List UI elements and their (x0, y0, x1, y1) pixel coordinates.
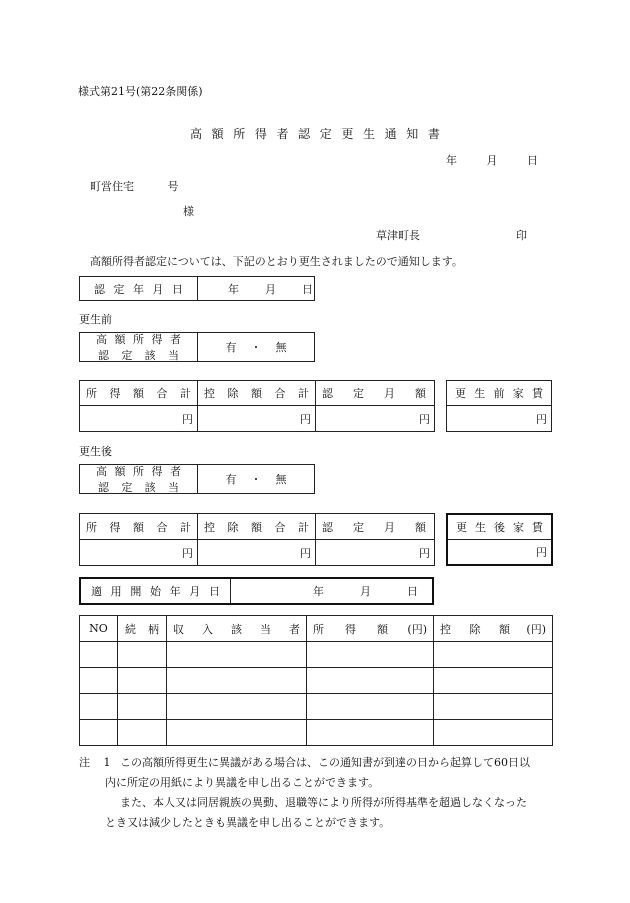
label-char: 更 (455, 387, 466, 400)
label-char: 所 (133, 465, 144, 478)
after-col-monthly-text (316, 519, 434, 535)
income-header-deduction (434, 616, 553, 642)
label-char: 者 (289, 622, 300, 636)
label-char: 額 (114, 465, 126, 478)
before-yes: 有 (225, 341, 237, 354)
start-month: 月 (360, 585, 371, 598)
notes-prefix (79, 754, 111, 770)
label-char: 該 (144, 481, 156, 494)
label-char: 家 (513, 521, 524, 534)
income-header-no-text: NO (89, 622, 108, 635)
after-col-deduction (198, 514, 316, 540)
table-cell[interactable] (307, 668, 434, 694)
after-dot: ・ (250, 473, 262, 486)
label-char: 更 (456, 521, 467, 534)
notes-line4: とき又は減少したときも異議を申し出ることができます。 (105, 816, 391, 829)
before-high-income-label (80, 333, 198, 361)
title-char: 得 (254, 127, 267, 141)
label-char: 得 (109, 387, 121, 400)
after-rent-label-text (448, 515, 551, 539)
title-char: 更 (341, 127, 354, 141)
after-rent-box (446, 513, 553, 566)
table-cell[interactable] (118, 642, 167, 668)
title-char: 額 (211, 127, 224, 141)
income-header-relation-text (118, 621, 166, 637)
income-header-person-text (167, 621, 306, 637)
table-cell[interactable] (307, 694, 434, 720)
income-header-deduction-text (434, 621, 552, 637)
before-monthly-value: 円 (316, 406, 435, 432)
before-label-line2 (96, 347, 181, 363)
income-header-income-label (313, 621, 388, 637)
after-heading: 更生後 (79, 445, 112, 458)
title-char: 定 (319, 127, 332, 141)
before-dot: ・ (250, 341, 262, 354)
label-char: 合 (156, 387, 168, 400)
after-col-deduction-text (198, 519, 315, 535)
label-char: 額 (133, 520, 144, 534)
label-char: 認 (322, 387, 333, 400)
after-rent-value: 円 (536, 546, 547, 559)
label-char: 年 (133, 282, 144, 296)
before-col-monthly (316, 381, 435, 406)
notes-number: 1 (103, 756, 111, 769)
document-title (190, 125, 440, 142)
cert-day: 日 (302, 282, 313, 296)
label-char: 月 (384, 520, 395, 534)
before-heading: 更生前 (79, 313, 112, 326)
label-char: 年 (169, 585, 181, 598)
label-char: 入 (202, 622, 213, 636)
label-char: 者 (170, 465, 181, 478)
after-no: 無 (275, 473, 287, 486)
after-yes-no (198, 465, 314, 493)
income-header-person (167, 616, 307, 642)
label-char: 得 (109, 520, 121, 534)
label-char: 定 (121, 481, 133, 494)
label-char: 認 (98, 481, 109, 494)
label-char: 所 (313, 622, 324, 636)
label-char: 計 (180, 520, 191, 534)
label-char: 除 (227, 520, 239, 534)
label-char: 賃 (532, 521, 543, 534)
label-char: 除 (469, 622, 481, 636)
title-char: 生 (363, 127, 376, 141)
intro-text: 高額所得者認定については、下記のとおり更生されましたので通知します。 (90, 255, 463, 268)
label-char: 月 (384, 387, 395, 400)
label-char: 合 (274, 387, 286, 400)
after-col-income-text (80, 519, 197, 535)
after-rent-label (448, 515, 551, 540)
label-char: 日 (172, 282, 183, 296)
table-cell[interactable] (307, 720, 434, 746)
after-yes: 有 (225, 473, 237, 486)
cert-date-box (79, 276, 315, 301)
before-income-value: 円 (80, 406, 198, 432)
table-cell[interactable] (434, 720, 553, 746)
notes-line1: この高額所得更生に異議がある場合は、この通知書が到達の日から起算して60日以 (120, 756, 530, 769)
label-char: 認 (98, 349, 109, 362)
label-char: 者 (170, 333, 181, 346)
housing-line (90, 178, 179, 194)
title-char: 所 (233, 127, 246, 141)
label-char: 合 (156, 520, 168, 534)
label-char: 開 (130, 585, 142, 598)
label-char: 生 (474, 387, 486, 400)
income-header-deduction-unit: (円) (526, 622, 546, 636)
label-char: 当 (260, 622, 271, 636)
label-char: 額 (114, 333, 126, 346)
before-col-deduction (198, 381, 316, 406)
label-char: 用 (110, 585, 122, 598)
form-number: 様式第21号(第22条関係) (78, 85, 203, 98)
before-rent-label-text (447, 385, 551, 401)
label-char: 始 (149, 585, 161, 598)
label-char: 認 (322, 520, 333, 534)
label-char: 得 (151, 333, 163, 346)
label-char: 得 (345, 622, 356, 636)
income-table (79, 615, 553, 746)
label-char: 該 (144, 349, 156, 362)
label-char: 合 (274, 520, 286, 534)
label-char: 所 (86, 520, 97, 534)
table-cell[interactable] (118, 694, 167, 720)
label-char: 定 (353, 520, 364, 534)
before-yes-no (198, 333, 314, 361)
title-char: 者 (276, 127, 289, 141)
before-amount-table (79, 380, 435, 432)
date-month: 月 (486, 154, 498, 167)
income-header-income (307, 616, 434, 642)
issue-date (446, 152, 538, 168)
before-rent-label (447, 381, 552, 406)
income-header-deduction-label (440, 621, 510, 637)
cert-date-label (80, 277, 198, 300)
cert-date-value (198, 277, 314, 300)
title-char: 認 (298, 127, 311, 141)
cert-date-label-text (80, 277, 197, 300)
start-date-value (231, 579, 432, 603)
label-char: 定 (113, 282, 125, 296)
label-char: 控 (440, 622, 451, 636)
title-char: 高 (190, 127, 203, 141)
before-rent-table (446, 380, 552, 432)
label-char: 額 (377, 622, 388, 636)
table-row (80, 642, 553, 668)
addressee-suffix: 様 (183, 205, 194, 218)
label-char: 額 (251, 520, 262, 534)
cert-month: 月 (265, 282, 276, 296)
label-char: 家 (512, 387, 524, 400)
table-cell[interactable] (80, 694, 118, 720)
label-char: 当 (167, 481, 179, 494)
title-char: 知 (406, 127, 419, 141)
before-no: 無 (275, 341, 287, 354)
label-char: 額 (133, 387, 144, 400)
date-day: 日 (527, 154, 538, 167)
income-header-income-text (307, 621, 433, 637)
table-row (80, 694, 553, 720)
start-date-label (81, 579, 231, 603)
table-cell[interactable] (307, 642, 434, 668)
after-monthly-value: 円 (316, 540, 435, 566)
label-char: 額 (415, 520, 426, 534)
before-col-monthly-text (316, 385, 434, 401)
label-char: 額 (251, 387, 262, 400)
issuer: 草津町長 (376, 229, 420, 242)
label-char: 賃 (532, 387, 543, 400)
label-char: 前 (493, 387, 505, 400)
after-high-income-label (80, 465, 198, 493)
table-cell[interactable] (167, 642, 307, 668)
label-char: 控 (204, 520, 215, 534)
label-char: 除 (227, 387, 239, 400)
table-cell[interactable] (80, 642, 118, 668)
date-year: 年 (446, 154, 457, 167)
after-label-line2 (96, 479, 181, 495)
table-cell[interactable] (167, 668, 307, 694)
label-char: 収 (173, 622, 184, 636)
label-char: 該 (231, 622, 242, 636)
income-header-no (80, 616, 118, 642)
after-income-value: 円 (80, 540, 198, 566)
notes-line2: 内に所定の用紙により異議を申し出ることができます。 (105, 776, 380, 789)
label-char: 生 (475, 521, 486, 534)
start-date-label-text (81, 579, 230, 603)
before-label-line1 (96, 331, 181, 347)
label-char: 所 (86, 387, 97, 400)
before-deduction-value: 円 (198, 406, 316, 432)
label-char: 適 (91, 585, 102, 598)
label-char: 月 (189, 585, 201, 598)
label-char: 続 (125, 622, 136, 636)
label-char: 月 (152, 282, 164, 296)
label-char: 計 (298, 387, 309, 400)
housing-number-suffix: 号 (167, 180, 179, 193)
cert-year: 年 (228, 282, 239, 296)
label-char: 計 (180, 387, 191, 400)
table-cell[interactable] (80, 720, 118, 746)
after-col-income (80, 514, 198, 540)
label-char: 柄 (148, 622, 159, 636)
label-char: 得 (151, 465, 163, 478)
after-label-line1 (96, 463, 181, 479)
label-char: 定 (353, 387, 364, 400)
table-row (80, 720, 553, 746)
table-cell[interactable] (434, 694, 553, 720)
housing-label: 町営住宅 (90, 180, 134, 193)
table-cell[interactable] (167, 694, 307, 720)
after-high-income-box (79, 464, 315, 494)
before-col-income-text (80, 385, 197, 401)
label-char: 認 (94, 282, 105, 296)
label-char: 高 (96, 333, 107, 346)
before-col-income (80, 381, 198, 406)
income-header-relation (118, 616, 167, 642)
seal-mark: 印 (516, 229, 527, 242)
table-cell[interactable] (80, 668, 118, 694)
table-cell[interactable] (434, 642, 553, 668)
before-rent-value: 円 (447, 406, 552, 432)
title-char: 通 (384, 127, 397, 141)
label-char: 高 (96, 465, 107, 478)
label-char: 所 (133, 333, 144, 346)
after-amount-table (79, 513, 435, 566)
table-cell[interactable] (118, 668, 167, 694)
label-char: 額 (499, 622, 510, 636)
start-year: 年 (313, 585, 324, 598)
label-char: 日 (208, 585, 220, 598)
table-row (80, 668, 553, 694)
label-char: 控 (204, 387, 215, 400)
notes-line3: また、本人又は同居親族の異動、退職等により所得が所得基準を超過しなくなった (120, 796, 527, 809)
table-cell[interactable] (434, 668, 553, 694)
label-char: 計 (298, 520, 309, 534)
notes-prefix-text: 注 (79, 756, 90, 769)
start-date-box (79, 577, 434, 605)
label-char: 定 (121, 349, 133, 362)
label-char: 額 (415, 387, 426, 400)
label-char: 当 (167, 349, 179, 362)
after-col-monthly (316, 514, 435, 540)
before-col-deduction-text (198, 385, 315, 401)
start-day: 日 (407, 585, 418, 598)
label-char: 後 (494, 521, 505, 534)
table-cell[interactable] (167, 720, 307, 746)
after-deduction-value: 円 (198, 540, 316, 566)
title-char: 書 (427, 127, 440, 141)
table-cell[interactable] (118, 720, 167, 746)
income-header-income-unit: (円) (407, 622, 427, 636)
before-high-income-box (79, 332, 315, 362)
